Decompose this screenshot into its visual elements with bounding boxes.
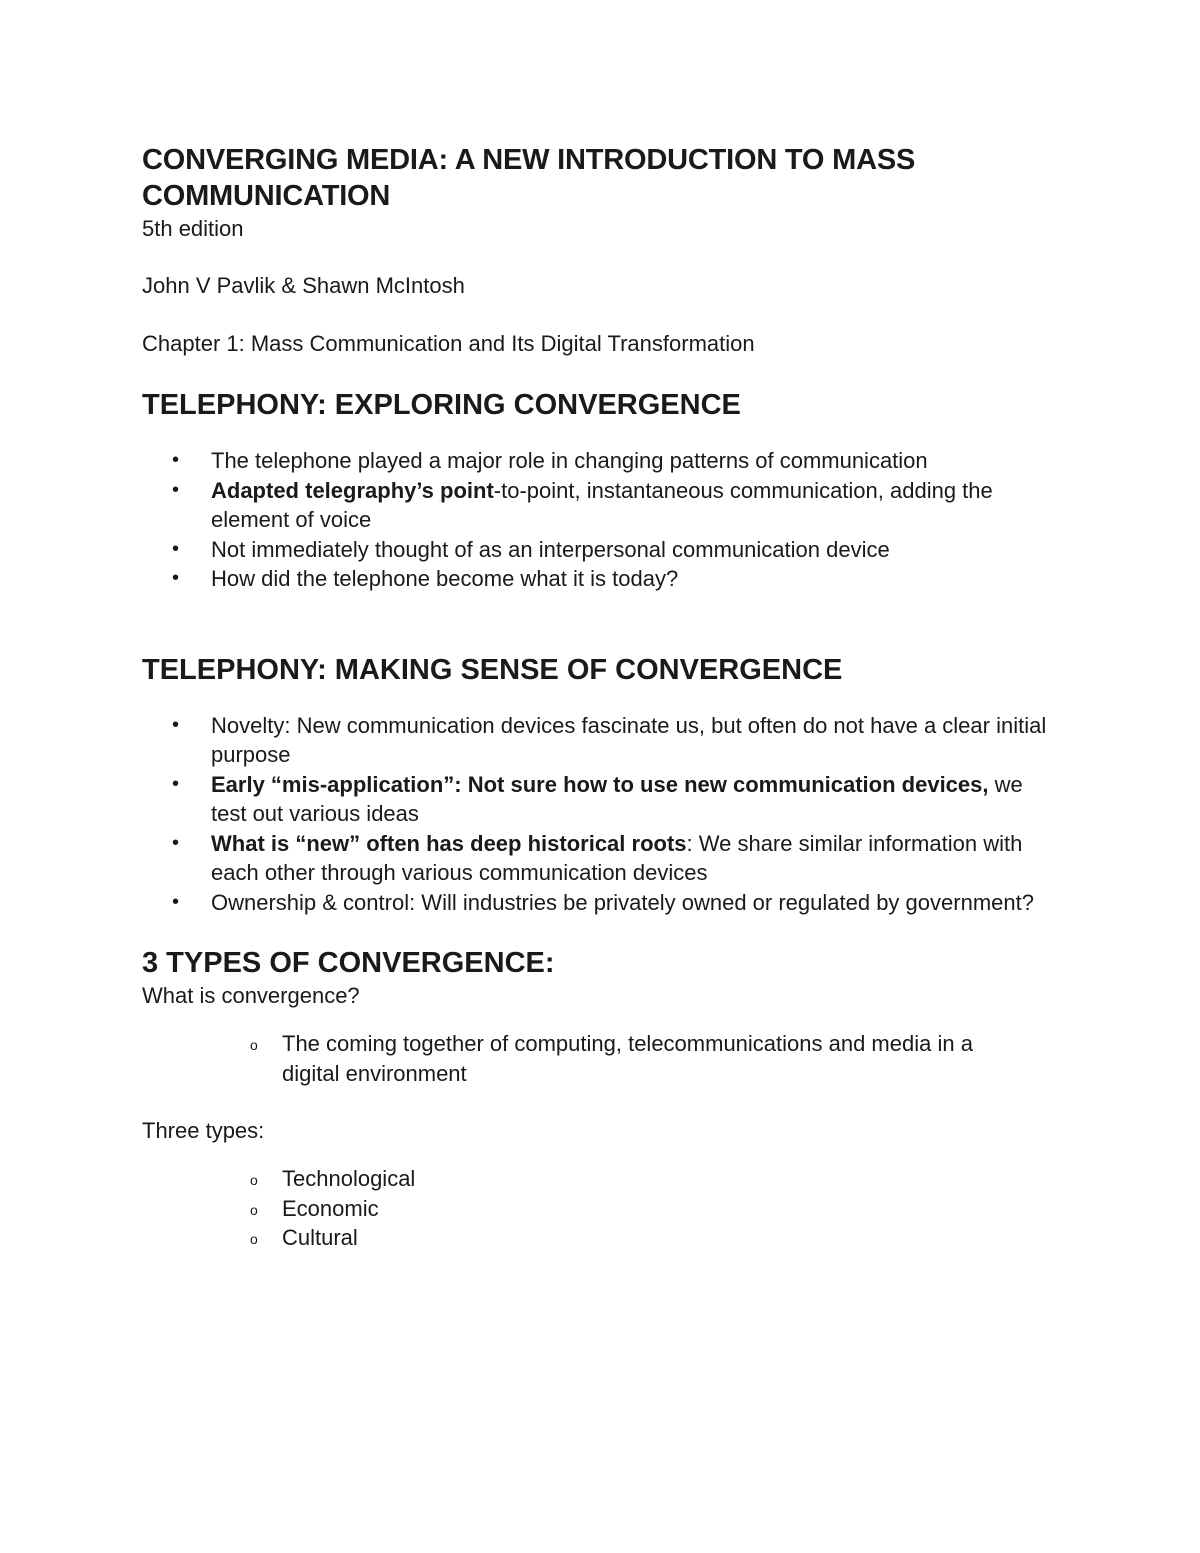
- list-item-text: How did the telephone become what it is today?: [211, 566, 679, 591]
- chapter-title: Chapter 1: Mass Communication and Its Digital Transformation: [142, 331, 755, 356]
- list-item-bold-text: What is “new” often has deep historical roots: [211, 830, 687, 856]
- list-item: [142, 770, 1062, 829]
- three-types-label: Three types:: [142, 1118, 265, 1143]
- list-item: [142, 564, 1062, 594]
- list-item-bold-text: Adapted telegraphy’s point: [211, 477, 494, 503]
- list-item: [142, 1029, 1062, 1088]
- what-is-convergence: What is convergence?: [142, 983, 360, 1008]
- list-item-text: we test out various ideas: [211, 771, 1023, 826]
- list-item-cultural: o Cultural: [142, 1223, 1062, 1253]
- list-item-economic: o Economic: [142, 1194, 1062, 1224]
- list-item: [142, 535, 1062, 565]
- definition-list: [142, 1029, 1062, 1088]
- making-sense-list: [142, 711, 1062, 918]
- document-page: [142, 142, 1062, 1253]
- section-heading-exploring-convergence: TELEPHONY: EXPLORING CONVERGENCE: [142, 389, 741, 421]
- document-title-line-1: CONVERGING MEDIA: A NEW INTRODUCTION TO MASS: [142, 144, 916, 176]
- list-item-text: Not immediately thought of as an interpersonal communication device: [211, 536, 890, 562]
- document-title-line-2: COMMUNICATION: [142, 180, 391, 212]
- list-item-text: Novelty: New communication devices fascinate us, but often do not have a clear initial purpose: [211, 712, 1047, 767]
- list-item: [142, 888, 1062, 918]
- exploring-convergence-list: [142, 446, 1062, 594]
- authors: John V Pavlik & Shawn McIntosh: [142, 273, 465, 298]
- list-item-text: -to-point, instantaneous communication, adding the element of voice: [211, 477, 993, 532]
- list-item-bold-text: Early “mis-application”: Not sure how to use new communication devices,: [211, 771, 989, 797]
- list-item-text: Ownership & control: Will industries be privately owned or regulated by government?: [211, 889, 1034, 915]
- definition-text: The coming together of computing, telecommunications and media in a digital environment: [282, 1031, 973, 1086]
- list-item: [142, 829, 1062, 888]
- list-item-technological: o Technological: [142, 1164, 1062, 1194]
- list-item-text: The telephone played a major role in changing patterns of communication: [211, 448, 928, 473]
- types-list: [142, 1164, 1062, 1253]
- list-item: [142, 446, 1062, 476]
- list-item: [142, 711, 1062, 770]
- document-title: [142, 142, 1062, 214]
- section-heading-making-sense-of-convergence: TELEPHONY: MAKING SENSE OF CONVERGENCE: [142, 653, 843, 686]
- list-item: [142, 476, 1062, 535]
- section-heading-types-of-convergence: 3 TYPES OF CONVERGENCE:: [142, 947, 555, 979]
- edition: 5th edition: [142, 216, 244, 241]
- list-item-text: : We share similar information with each other through various communication devices: [211, 830, 1023, 885]
